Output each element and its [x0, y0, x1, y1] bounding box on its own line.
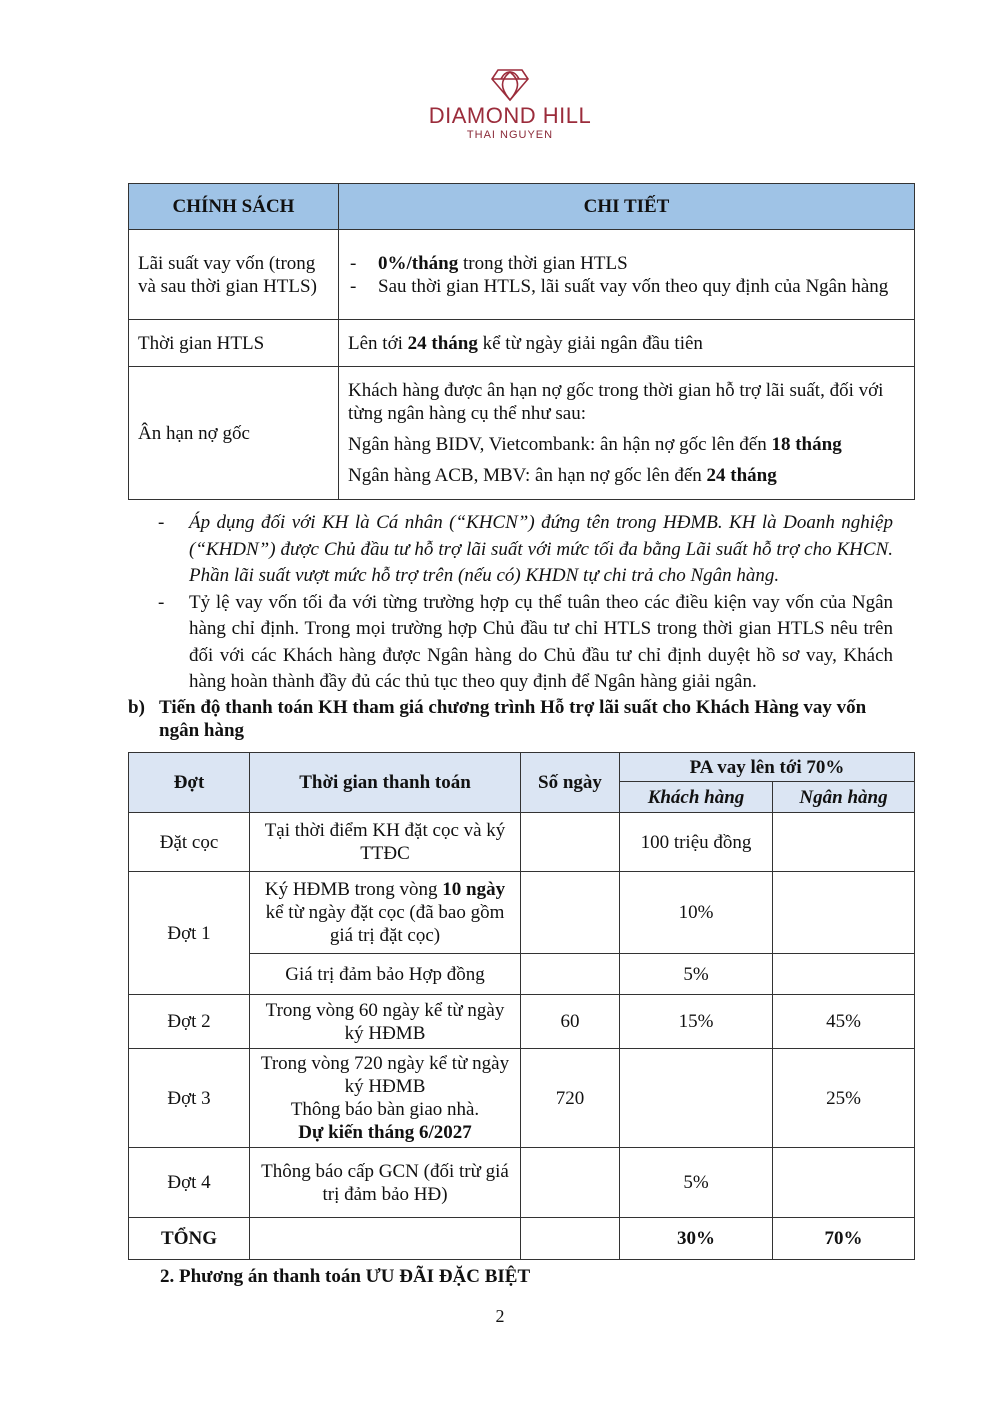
customer-cell [620, 1049, 773, 1148]
customer-cell: 5% [620, 954, 773, 995]
header-customer: Khách hàng [620, 782, 773, 813]
brand-name: DIAMOND HILL [428, 103, 592, 128]
table-row [129, 995, 915, 1049]
table-row [129, 813, 915, 872]
phase-cell: Đợt 4 [129, 1148, 250, 1218]
time-cell: Trong vòng 60 ngày kể từ ngày ký HĐMB [250, 995, 521, 1049]
time-cell [250, 1218, 521, 1260]
days-cell: 720 [521, 1049, 620, 1148]
total-row [129, 1218, 915, 1260]
page-number: 2 [495, 1306, 505, 1326]
brand-location: THAI NGUYEN [466, 129, 554, 141]
bank-cell [773, 1148, 915, 1218]
table-row [129, 872, 915, 954]
detail-cell [339, 367, 915, 500]
phase-cell: Đợt 2 [129, 995, 250, 1049]
header-bank: Ngân hàng [773, 782, 915, 813]
bank-cell [773, 954, 915, 995]
diamond-icon [490, 68, 530, 102]
payment-schedule-table [128, 752, 915, 1260]
notes-list [158, 510, 893, 696]
phase-cell: Đợt 3 [129, 1049, 250, 1148]
time-cell: Giá trị đảm bảo Hợp đồng [250, 954, 521, 995]
days-cell [521, 1148, 620, 1218]
customer-total: 30% [620, 1218, 773, 1260]
detail-item: - Sau thời gian HTLS, lãi suất vay vốn theo quy định của Ngân hàng [348, 275, 905, 298]
policy-table [128, 183, 915, 500]
phase-cell: Đợt 1 [129, 872, 250, 995]
time-cell: Trong vòng 720 ngày kể từ ngày ký HĐMB Thông báo bàn giao nhà. Dự kiến tháng 6/2027 [250, 1049, 521, 1148]
phase-cell: TỔNG [129, 1218, 250, 1260]
policy-table-header [129, 184, 915, 230]
logo [400, 68, 620, 142]
bank-line: Ngân hàng ACB, MBV: ân hạn nợ gốc lên đến 24 tháng [348, 465, 777, 486]
phase-cell: Đặt cọc [129, 813, 250, 872]
time-cell: Thông báo cấp GCN (đối trừ giá trị đảm bảo HĐ) [250, 1148, 521, 1218]
table-row [129, 1049, 915, 1148]
time-cell: Ký HĐMB trong vòng 10 ngày kể từ ngày đặt cọc (đã bao gồm giá trị đặt cọc) [250, 872, 521, 954]
customer-cell: 100 triệu đồng [620, 813, 773, 872]
days-cell [521, 813, 620, 872]
customer-cell: 10% [620, 872, 773, 954]
header-phase: Đợt [129, 753, 250, 813]
note-item: - Tỷ lệ vay vốn tối đa với từng trường hợp cụ thể tuân theo các điều kiện vay vốn của Ngân hàng chỉ định. Trong mọi trường hợp Chủ đầu tư chỉ HTLS trong thời gian HTLS nêu trên đối với các Khách hàng được Ngân hàng do Chủ đầu tư chỉ định duyệt hồ sơ vay, Khách hàng hoàn thành đầy đủ các thủ tục theo quy định để Ngân hàng giải ngân. [158, 590, 893, 696]
policy-cell: Ân hạn nợ gốc [129, 367, 339, 500]
policy-cell: Thời gian HTLS [129, 320, 339, 367]
bank-line: Ngân hàng BIDV, Vietcombank: ân hận nợ gốc lên đến 18 tháng [348, 434, 842, 455]
header-policy: CHÍNH SÁCH [129, 184, 339, 230]
bank-total: 70% [773, 1218, 915, 1260]
section-b-heading: b) Tiến độ thanh toán KH tham giá chương trình Hỗ trợ lãi suất cho Khách Hàng vay vốn ngân hàng [128, 697, 867, 741]
header-days: Số ngày [521, 753, 620, 813]
detail-cell [339, 230, 915, 320]
schedule-header [129, 753, 915, 782]
section-2-heading: 2. Phương án thanh toán ƯU ĐÃI ĐẶC BIỆT [160, 1266, 531, 1287]
bank-cell [773, 872, 915, 954]
bank-cell: 45% [773, 995, 915, 1049]
days-cell [521, 872, 620, 954]
header-time: Thời gian thanh toán [250, 753, 521, 813]
bank-cell: 25% [773, 1049, 915, 1148]
days-cell [521, 954, 620, 995]
days-cell: 60 [521, 995, 620, 1049]
detail-item: - 0%/tháng trong thời gian HTLS [348, 252, 905, 275]
table-row [129, 367, 915, 500]
note-item: - Áp dụng đối với KH là Cá nhân (“KHCN”) đứng tên trong HĐMB. KH là Doanh nghiệp (“KHDN”) được Chủ đầu tư hỗ trợ lãi suất với mức tối đa bằng Lãi suất hỗ trợ cho KHCN. Phần lãi suất vượt mức hỗ trợ trên (nếu có) KHDN tự chi trả cho Ngân hàng. [158, 510, 893, 590]
policy-cell: Lãi suất vay vốn (trong và sau thời gian HTLS) [129, 230, 339, 320]
time-cell: Tại thời điểm KH đặt cọc và ký TTĐC [250, 813, 521, 872]
table-row [129, 1148, 915, 1218]
header-detail: CHI TIẾT [339, 184, 915, 230]
table-row [129, 230, 915, 320]
customer-cell: 5% [620, 1148, 773, 1218]
days-cell [521, 1218, 620, 1260]
table-row [129, 320, 915, 367]
detail-cell: Lên tới 24 tháng kể từ ngày giải ngân đầu tiên [339, 320, 915, 367]
header-loan-group: PA vay lên tới 70% [620, 753, 915, 782]
detail-intro: Khách hàng được ân hạn nợ gốc trong thời gian hỗ trợ lãi suất, đối với từng ngân hàng cụ thể như sau: [348, 380, 884, 424]
customer-cell: 15% [620, 995, 773, 1049]
bank-cell [773, 813, 915, 872]
